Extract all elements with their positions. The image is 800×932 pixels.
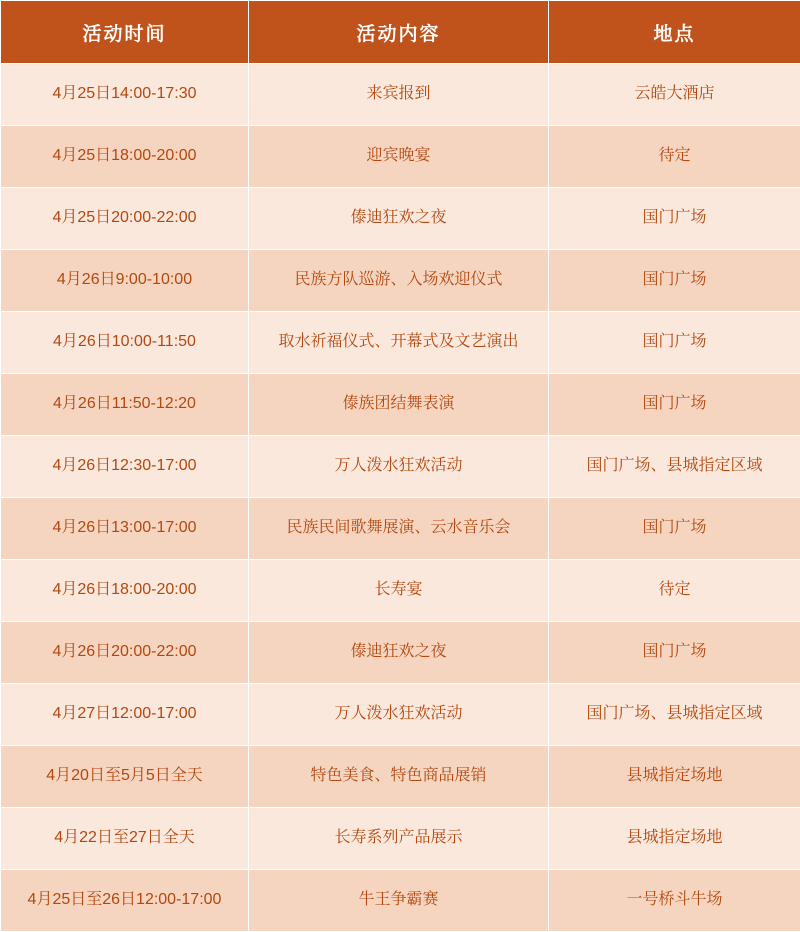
cell-location: 国门广场、县城指定区域 bbox=[549, 436, 800, 498]
table-row bbox=[1, 622, 800, 684]
cell-time: 4月25日20:00-22:00 bbox=[1, 188, 249, 250]
cell-time: 4月26日18:00-20:00 bbox=[1, 560, 249, 622]
cell-time: 4月25日18:00-20:00 bbox=[1, 126, 249, 188]
cell-location: 国门广场 bbox=[549, 250, 800, 312]
cell-location: 待定 bbox=[549, 560, 800, 622]
cell-time: 4月25日14:00-17:30 bbox=[1, 64, 249, 126]
cell-time: 4月26日20:00-22:00 bbox=[1, 622, 249, 684]
table-row bbox=[1, 436, 800, 498]
cell-location: 一号桥斗牛场 bbox=[549, 870, 800, 932]
cell-time: 4月20日至5月5日全天 bbox=[1, 746, 249, 808]
cell-location: 云皓大酒店 bbox=[549, 64, 800, 126]
table-header-row bbox=[1, 1, 800, 64]
cell-content: 傣迪狂欢之夜 bbox=[249, 188, 549, 250]
table-row bbox=[1, 374, 800, 436]
table-row bbox=[1, 746, 800, 808]
cell-content: 牛王争霸赛 bbox=[249, 870, 549, 932]
table-row bbox=[1, 250, 800, 312]
table-row bbox=[1, 188, 800, 250]
cell-location: 县城指定场地 bbox=[549, 746, 800, 808]
cell-content: 长寿宴 bbox=[249, 560, 549, 622]
cell-content: 万人泼水狂欢活动 bbox=[249, 436, 549, 498]
cell-time: 4月25日至26日12:00-17:00 bbox=[1, 870, 249, 932]
cell-location: 国门广场 bbox=[549, 622, 800, 684]
cell-location: 县城指定场地 bbox=[549, 808, 800, 870]
table-row bbox=[1, 498, 800, 560]
cell-content: 傣族团结舞表演 bbox=[249, 374, 549, 436]
cell-time: 4月26日12:30-17:00 bbox=[1, 436, 249, 498]
cell-content: 傣迪狂欢之夜 bbox=[249, 622, 549, 684]
cell-location: 国门广场 bbox=[549, 188, 800, 250]
table-row bbox=[1, 560, 800, 622]
cell-content: 来宾报到 bbox=[249, 64, 549, 126]
cell-time: 4月26日10:00-11:50 bbox=[1, 312, 249, 374]
table-row bbox=[1, 808, 800, 870]
column-header-content: 活动内容 bbox=[249, 1, 549, 64]
cell-time: 4月27日12:00-17:00 bbox=[1, 684, 249, 746]
cell-time: 4月26日9:00-10:00 bbox=[1, 250, 249, 312]
cell-content: 取水祈福仪式、开幕式及文艺演出 bbox=[249, 312, 549, 374]
cell-content: 万人泼水狂欢活动 bbox=[249, 684, 549, 746]
table-row bbox=[1, 64, 800, 126]
column-header-time: 活动时间 bbox=[1, 1, 249, 64]
table-row bbox=[1, 684, 800, 746]
cell-location: 待定 bbox=[549, 126, 800, 188]
cell-content: 民族民间歌舞展演、云水音乐会 bbox=[249, 498, 549, 560]
cell-location: 国门广场 bbox=[549, 312, 800, 374]
table-row bbox=[1, 126, 800, 188]
cell-content: 特色美食、特色商品展销 bbox=[249, 746, 549, 808]
cell-time: 4月26日13:00-17:00 bbox=[1, 498, 249, 560]
cell-time: 4月26日11:50-12:20 bbox=[1, 374, 249, 436]
cell-location: 国门广场、县城指定区域 bbox=[549, 684, 800, 746]
table-body bbox=[1, 64, 800, 932]
table-header bbox=[1, 1, 800, 64]
cell-content: 民族方队巡游、入场欢迎仪式 bbox=[249, 250, 549, 312]
cell-location: 国门广场 bbox=[549, 498, 800, 560]
table-row bbox=[1, 312, 800, 374]
cell-content: 迎宾晚宴 bbox=[249, 126, 549, 188]
cell-location: 国门广场 bbox=[549, 374, 800, 436]
cell-time: 4月22日至27日全天 bbox=[1, 808, 249, 870]
column-header-location: 地点 bbox=[549, 1, 800, 64]
cell-content: 长寿系列产品展示 bbox=[249, 808, 549, 870]
